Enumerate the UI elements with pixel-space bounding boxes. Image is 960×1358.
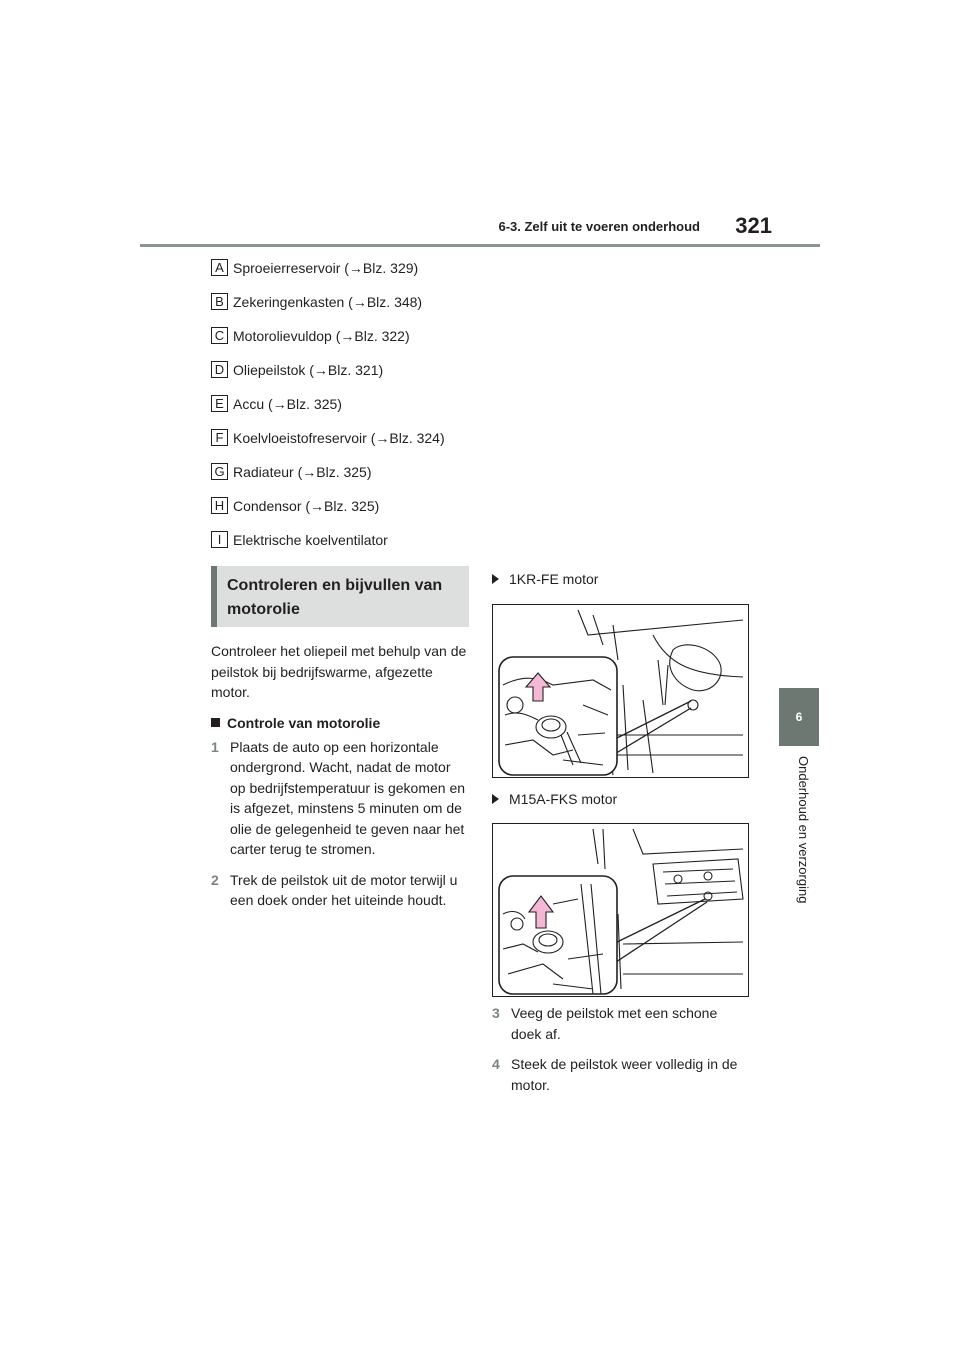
right-column [492,570,750,1095]
legend-text: Sproeierreservoir (→Blz. 329) [233,260,419,276]
engine-illustration-m15a-fks [492,823,749,997]
legend-key: C [211,327,228,344]
legend-text: Koelvloeistofreservoir (→Blz. 324) [233,430,445,446]
engine-label [492,570,750,588]
legend-item [211,429,511,463]
step-text: Trek de peilstok uit de motor terwijl u een doek onder het uiteinde houdt. [230,871,458,908]
legend-item [211,395,511,429]
chapter-tab: 6 [779,688,819,746]
chapter-label: Onderhoud en verzorging [796,756,811,904]
legend-item [211,259,511,293]
legend-key: D [211,361,228,378]
step-item [492,1003,750,1044]
engine-label [492,790,750,808]
legend-key: G [211,463,228,480]
legend-text: Elektrische koelventilator [233,532,388,548]
legend-item [211,293,511,327]
step-text: Veeg de peilstok met een schone doek af. [511,1005,718,1042]
page-header [140,205,820,247]
engine-label-text: M15A-FKS motor [509,791,618,807]
legend-text: Accu (→Blz. 325) [233,396,342,412]
legend-text: Condensor (→Blz. 325) [233,498,380,514]
component-legend [211,259,511,565]
legend-key: B [211,293,228,310]
step-number: 2 [211,871,219,888]
page-number: 321 [735,213,772,238]
triangle-bullet-icon [492,794,499,804]
legend-key: I [211,531,228,548]
legend-item [211,361,511,395]
legend-item [211,531,511,565]
left-column [211,566,469,911]
step-number: 1 [211,738,219,755]
legend-text: Zekeringenkasten (→Blz. 348) [233,294,423,310]
step-text: Steek de peilstok weer volledig in de motor. [511,1056,738,1093]
legend-item [211,463,511,497]
legend-text: Oliepeilstok (→Blz. 321) [233,362,384,378]
header-rule [140,244,820,247]
step-number: 3 [492,1005,500,1021]
square-bullet-icon [211,718,220,727]
legend-text: Radiateur (→Blz. 325) [233,464,372,480]
engine-illustration-1kr-fe [492,604,749,778]
step-item [211,870,469,911]
section-heading: Controleren en bijvullen van motorolie [211,566,469,627]
intro-paragraph: Controleer het oliepeil met behulp van de peilstok bij bedrijfswarme, afgezette motor. [211,643,467,700]
legend-key: F [211,429,228,446]
engine-label-text: 1KR-FE motor [509,571,599,587]
legend-key: E [211,395,228,412]
step-item [211,737,469,860]
step-text: Plaats de auto op een horizontale ondergrond. Wacht, nadat de motor op bedrijfstemperatuur is gekomen en is afgezet, minstens 5 minuten om de olie de gelegenheid te geven naar het carter terug te stromen. [230,738,466,857]
triangle-bullet-icon [492,574,499,584]
dipstick-location-illustration [493,605,748,777]
legend-key: H [211,497,228,514]
legend-item [211,497,511,531]
sub-heading-text: Controle van motorolie [227,714,381,731]
sub-heading [211,715,469,731]
legend-text: Motorolievuldop (→Blz. 322) [233,328,410,344]
legend-key: A [211,259,228,276]
step-item [492,1054,750,1095]
step-number: 4 [492,1056,500,1072]
section-title: 6-3. Zelf uit te voeren onderhoud [498,219,700,234]
dipstick-location-illustration [493,824,748,996]
legend-item [211,327,511,361]
